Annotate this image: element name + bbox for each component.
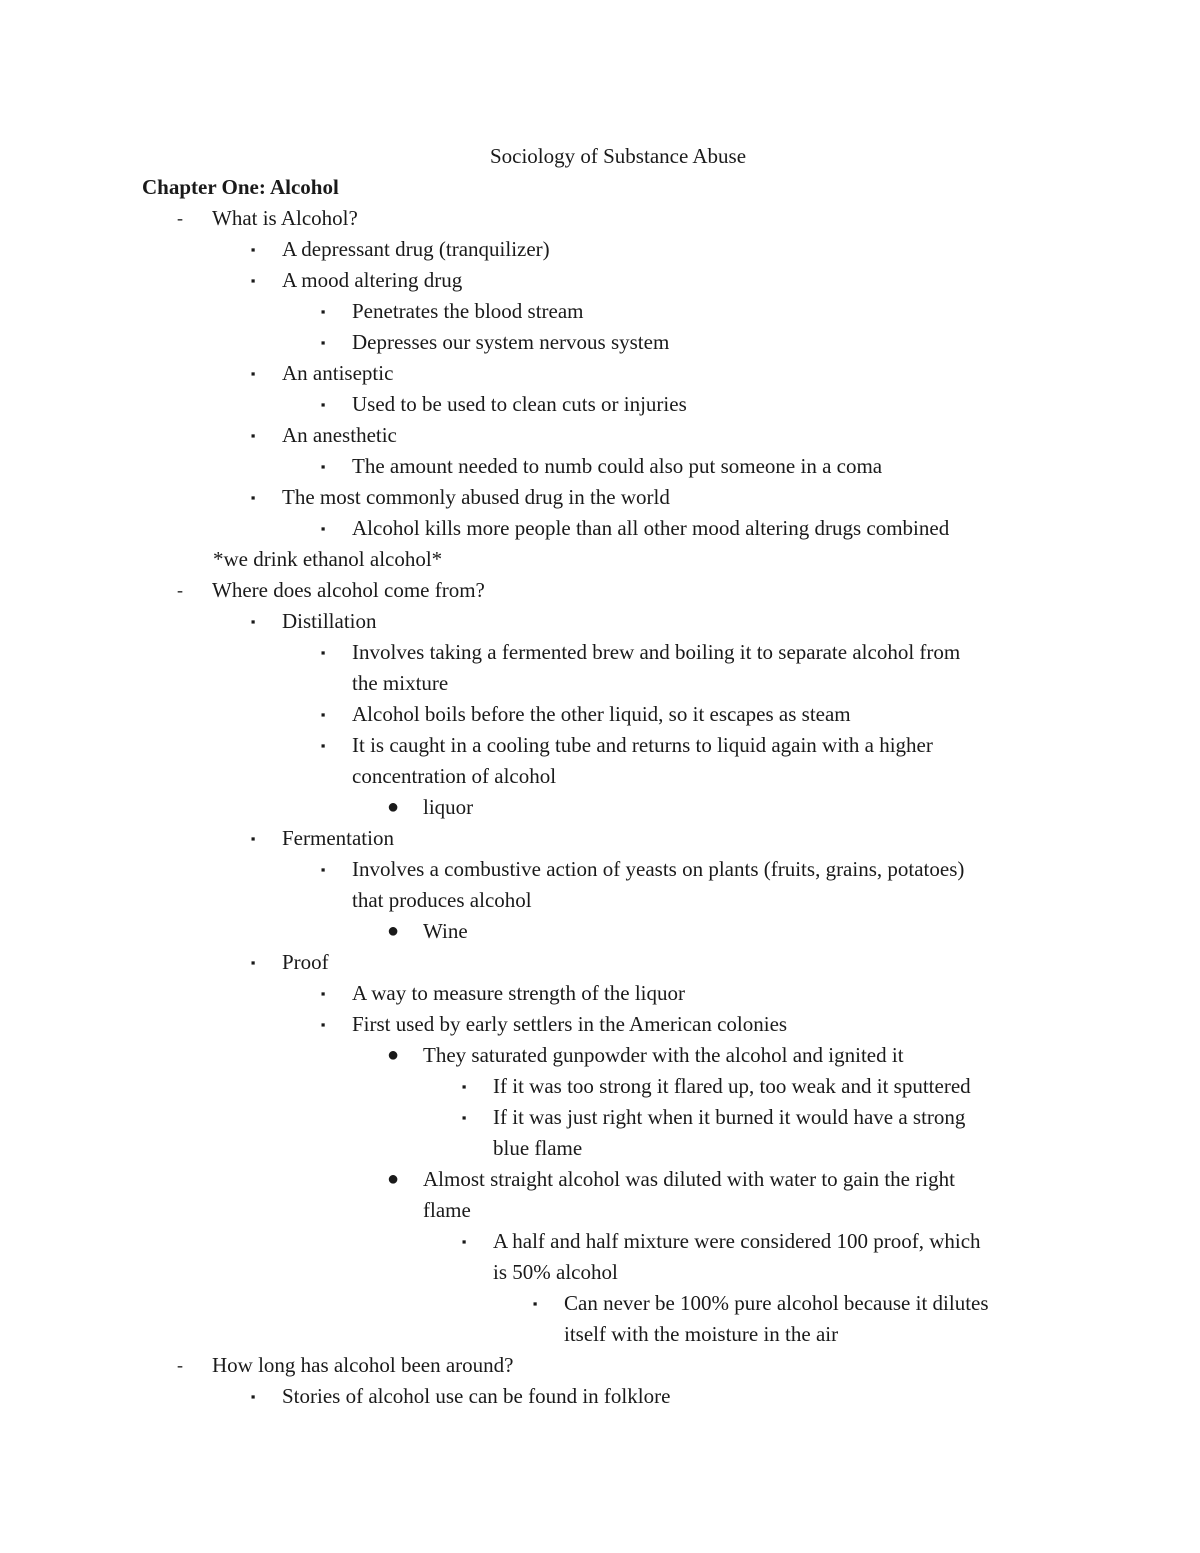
outline-text: concentration of alcohol xyxy=(352,764,557,788)
outline-line xyxy=(0,1257,1200,1288)
outline-line xyxy=(0,482,1200,513)
outline-line xyxy=(0,916,1200,947)
outline-line xyxy=(0,823,1200,854)
outline-text: Involves a combustive action of yeasts on plants (fruits, grains, potatoes) xyxy=(352,857,965,881)
outline-text: Almost straight alcohol was diluted with water to gain the right xyxy=(423,1167,955,1191)
square-marker: ▪ xyxy=(320,862,326,877)
square-marker: ▪ xyxy=(461,1234,467,1249)
square-marker: ▪ xyxy=(250,242,256,257)
outline-line xyxy=(0,761,1200,792)
square-marker: ▪ xyxy=(250,955,256,970)
outline-text: itself with the moisture in the air xyxy=(564,1322,839,1346)
square-marker: ▪ xyxy=(250,490,256,505)
square-marker: ▪ xyxy=(320,335,326,350)
outline-text: If it was just right when it burned it would have a strong xyxy=(493,1105,966,1129)
outline-text: A way to measure strength of the liquor xyxy=(352,981,686,1005)
outline-text: Fermentation xyxy=(282,826,394,850)
outline-text: If it was too strong it flared up, too weak and it sputtered xyxy=(493,1074,971,1098)
outline-text: liquor xyxy=(423,795,474,819)
outline-text: is 50% alcohol xyxy=(493,1260,618,1284)
bullet-marker: ● xyxy=(386,1168,400,1190)
dash-marker: - xyxy=(177,580,183,600)
outline-line xyxy=(0,1164,1200,1195)
outline-text: The most commonly abused drug in the world xyxy=(282,485,670,509)
outline-line xyxy=(0,203,1200,234)
outline-line xyxy=(0,699,1200,730)
outline-text: Depresses our system nervous system xyxy=(352,330,670,354)
outline-line xyxy=(0,1071,1200,1102)
outline-line xyxy=(0,1009,1200,1040)
outline-text: An anesthetic xyxy=(282,423,397,447)
outline-line xyxy=(0,420,1200,451)
outline-text: the mixture xyxy=(352,671,449,695)
outline-text: Stories of alcohol use can be found in folklore xyxy=(282,1384,671,1408)
square-marker: ▪ xyxy=(320,459,326,474)
outline-line xyxy=(0,947,1200,978)
outline-line xyxy=(0,389,1200,420)
outline-line xyxy=(0,513,1200,544)
outline-line xyxy=(0,234,1200,265)
outline-line xyxy=(0,1040,1200,1071)
outline-line xyxy=(0,1195,1200,1226)
square-marker: ▪ xyxy=(461,1110,467,1125)
outline-text: Distillation xyxy=(282,609,377,633)
outline-line xyxy=(0,265,1200,296)
outline-line xyxy=(0,544,1200,575)
document-title: Sociology of Substance Abuse xyxy=(489,144,747,168)
outline-line xyxy=(0,1102,1200,1133)
outline-text: flame xyxy=(423,1198,471,1222)
square-marker: ▪ xyxy=(250,831,256,846)
outline-text: First used by early settlers in the American colonies xyxy=(352,1012,788,1036)
outline-line xyxy=(0,978,1200,1009)
outline-text: Penetrates the blood stream xyxy=(352,299,584,323)
outline-text: Alcohol boils before the other liquid, so it escapes as steam xyxy=(352,702,851,726)
square-marker: ▪ xyxy=(320,1017,326,1032)
outline-text: They saturated gunpowder with the alcohol and ignited it xyxy=(423,1043,904,1067)
outline-text: Proof xyxy=(282,950,329,974)
outline-line xyxy=(0,606,1200,637)
square-marker: ▪ xyxy=(250,273,256,288)
square-marker: ▪ xyxy=(250,428,256,443)
square-marker: ▪ xyxy=(250,366,256,381)
outline-text: How long has alcohol been around? xyxy=(212,1353,514,1377)
outline-line xyxy=(0,1350,1200,1381)
outline-text: blue flame xyxy=(493,1136,583,1160)
outline-text: A half and half mixture were considered 100 proof, which xyxy=(493,1229,981,1253)
outline-text: Wine xyxy=(423,919,468,943)
outline-text: Alcohol kills more people than all other mood altering drugs combined xyxy=(352,516,950,540)
outline-text: An antiseptic xyxy=(282,361,394,385)
bullet-marker: ● xyxy=(386,796,400,818)
outline-line xyxy=(0,1133,1200,1164)
square-marker: ▪ xyxy=(532,1296,538,1311)
outline-text: Used to be used to clean cuts or injuries xyxy=(352,392,687,416)
square-marker: ▪ xyxy=(250,614,256,629)
outline-line xyxy=(0,1288,1200,1319)
square-marker: ▪ xyxy=(320,738,326,753)
outline-line xyxy=(0,1226,1200,1257)
square-marker: ▪ xyxy=(320,986,326,1001)
outline-text: The amount needed to numb could also put someone in a coma xyxy=(352,454,883,478)
outline-line xyxy=(0,854,1200,885)
square-marker: ▪ xyxy=(320,304,326,319)
outline-line xyxy=(0,885,1200,916)
outline-text: that produces alcohol xyxy=(352,888,532,912)
chapter-heading: Chapter One: Alcohol xyxy=(142,175,339,199)
outline-text: A depressant drug (tranquilizer) xyxy=(282,237,550,261)
outline-line xyxy=(0,358,1200,389)
square-marker: ▪ xyxy=(461,1079,467,1094)
outline-line xyxy=(0,451,1200,482)
outline-text: Can never be 100% pure alcohol because it dilutes xyxy=(564,1291,989,1315)
square-marker: ▪ xyxy=(320,645,326,660)
outline-text: A mood altering drug xyxy=(282,268,463,292)
square-marker: ▪ xyxy=(320,521,326,536)
outline-line xyxy=(0,327,1200,358)
outline-text: Where does alcohol come from? xyxy=(212,578,485,602)
outline-text: What is Alcohol? xyxy=(212,206,358,230)
outline-line xyxy=(0,792,1200,823)
bullet-marker: ● xyxy=(386,1044,400,1066)
outline-line xyxy=(0,730,1200,761)
outline-line xyxy=(0,1381,1200,1412)
outline-text: It is caught in a cooling tube and returns to liquid again with a higher xyxy=(352,733,933,757)
outline-text: *we drink ethanol alcohol* xyxy=(213,547,443,571)
square-marker: ▪ xyxy=(320,707,326,722)
outline-line xyxy=(0,575,1200,606)
outline-line xyxy=(0,637,1200,668)
outline-line xyxy=(0,1319,1200,1350)
outline-text: Involves taking a fermented brew and boiling it to separate alcohol from xyxy=(352,640,961,664)
outline-line xyxy=(0,296,1200,327)
dash-marker: - xyxy=(177,1355,183,1375)
bullet-marker: ● xyxy=(386,920,400,942)
dash-marker: - xyxy=(177,208,183,228)
square-marker: ▪ xyxy=(320,397,326,412)
square-marker: ▪ xyxy=(250,1389,256,1404)
outline-line xyxy=(0,668,1200,699)
